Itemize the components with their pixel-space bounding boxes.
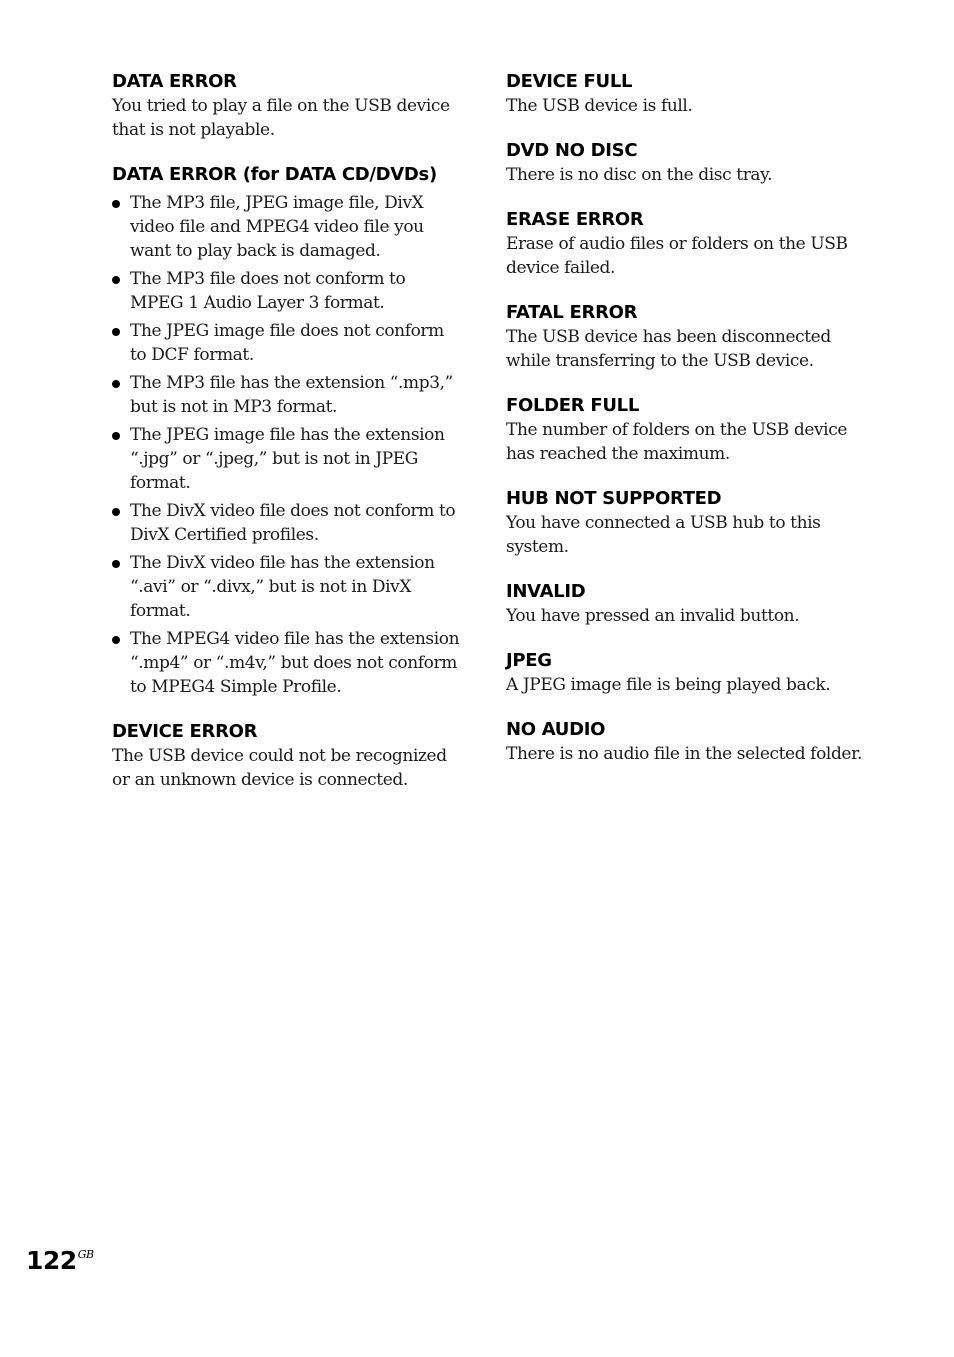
section-text: Erase of audio files or folders on the USB device failed. [506,234,848,278]
section-erase-error [506,208,866,280]
list-item: The MP3 file has the extension “.mp3,” but is not in MP3 format. [112,371,462,419]
bullet-icon [112,200,120,208]
section-heading: FATAL ERROR [506,302,638,323]
list-item: The JPEG image file does not conform to DCF format. [112,319,462,367]
section-dvd-no-disc [506,139,866,187]
section-text: The number of folders on the USB device has reached the maximum. [506,420,848,464]
left-column [112,70,462,813]
section-heading: HUB NOT SUPPORTED [506,488,722,509]
section-invalid [506,580,866,628]
bullet-icon [112,328,120,336]
bullet-icon [112,636,120,644]
section-device-error [112,720,462,792]
section-heading: ERASE ERROR [506,209,644,230]
section-data-error [112,70,462,142]
section-text: You tried to play a file on the USB device that is not playable. [112,96,450,140]
section-text: The USB device is full. [506,96,693,116]
bullet-icon [112,276,120,284]
section-fatal-error [506,301,866,373]
section-hub-not-supported [506,487,866,559]
list-item: The MP3 file does not conform to MPEG 1 Audio Layer 3 format. [112,267,462,315]
section-heading: DVD NO DISC [506,140,638,161]
list-item: The MPEG4 video file has the extension “.mp4” or “.m4v,” but does not conform to MPEG4 Simple Profile. [112,627,462,699]
right-column [506,70,866,787]
section-text: A JPEG image file is being played back. [506,675,831,695]
page-number [26,1246,94,1275]
section-heading: INVALID [506,581,586,602]
list-item: The DivX video file has the extension “.avi” or “.divx,” but is not in DivX format. [112,551,462,623]
section-jpeg [506,649,866,697]
section-heading: DEVICE FULL [506,71,633,92]
section-heading: FOLDER FULL [506,395,639,416]
bullet-icon [112,432,120,440]
bullet-icon [112,508,120,516]
section-folder-full [506,394,866,466]
list-item: The MP3 file, JPEG image file, DivX video file and MPEG4 video file you want to play back is damaged. [112,191,462,263]
bullet-icon [112,380,120,388]
section-text: The USB device could not be recognized or an unknown device is connected. [112,746,447,790]
section-text: There is no disc on the disc tray. [506,165,773,185]
list-item: The DivX video file does not conform to DivX Certified profiles. [112,499,462,547]
bullet-list [112,191,462,699]
section-text: You have connected a USB hub to this system. [506,513,821,557]
page-number-value: 122 [26,1246,77,1275]
section-text: You have pressed an invalid button. [506,606,800,626]
page-number-suffix: GB [77,1248,94,1261]
section-text: There is no audio file in the selected folder. [506,744,862,764]
section-heading: NO AUDIO [506,719,606,740]
section-heading: DEVICE ERROR [112,721,258,742]
list-item: The JPEG image file has the extension “.jpg” or “.jpeg,” but is not in JPEG format. [112,423,462,495]
section-no-audio [506,718,866,766]
bullet-icon [112,560,120,568]
section-heading: DATA ERROR (for DATA CD/DVDs) [112,164,437,185]
section-heading: JPEG [506,650,552,671]
section-heading: DATA ERROR [112,71,237,92]
section-data-error-cd [112,163,462,699]
section-text: The USB device has been disconnected while transferring to the USB device. [506,327,831,371]
section-device-full [506,70,866,118]
